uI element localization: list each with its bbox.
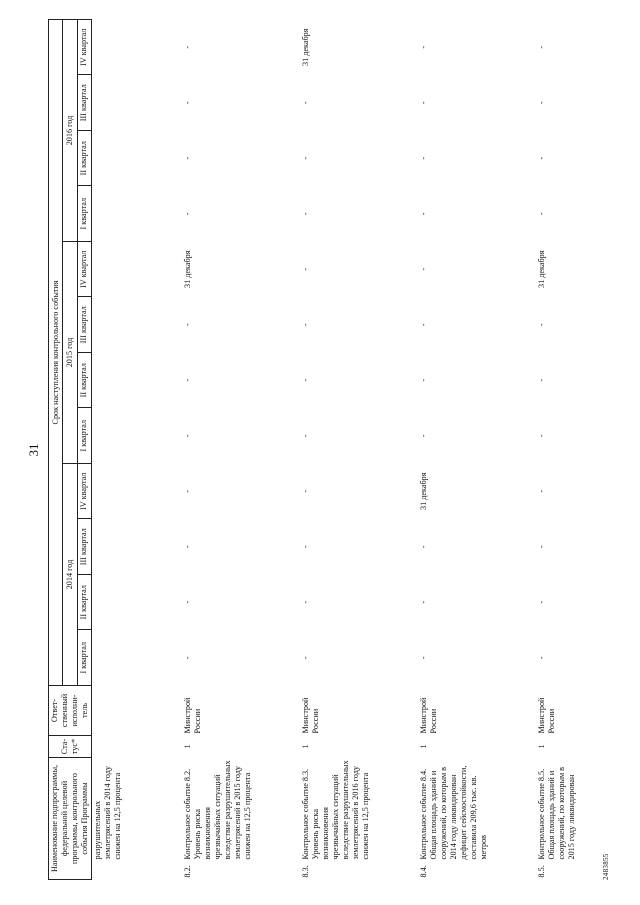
page-number: 31 [26, 443, 41, 457]
schedule-table-area [48, 20, 630, 880]
deadline-cell: - [300, 323, 310, 327]
header-quarter: IV квартал [77, 463, 91, 519]
table-row [536, 19, 630, 879]
row-responsible: Минстрой России [418, 697, 438, 734]
row-number: 8.2. [182, 865, 192, 878]
deadline-cell: - [182, 545, 192, 549]
header-quarter: I квартал [77, 408, 91, 464]
deadline-cell: - [182, 656, 192, 660]
row-number: 8.3. [300, 865, 310, 878]
deadline-cell: - [300, 600, 310, 604]
table-row [92, 19, 182, 879]
header-row-1 [49, 19, 63, 879]
row-name: разрушительных землетрясений в 2014 году снижен на 12,5 процента [93, 766, 122, 860]
row-number [92, 862, 182, 880]
header-quarter: IV квартал [77, 241, 91, 297]
deadline-cell: - [418, 156, 428, 160]
deadline-cell: - [536, 378, 546, 382]
deadline-cell: - [536, 656, 546, 660]
deadline-cell [92, 75, 182, 131]
row-responsible: Минстрой России [536, 697, 556, 734]
deadline-date-cell: 31 декабря [536, 250, 546, 289]
deadline-cell: - [300, 101, 310, 105]
deadline-cell [92, 574, 182, 630]
deadline-date-cell: 31 декабря [300, 28, 310, 67]
deadline-cell: - [536, 323, 546, 327]
row-name: Контрольное событие 8.5. Общая площадь зданий и сооружений, по которым в 2015 году ликвидирован [536, 766, 576, 860]
deadline-cell: - [182, 212, 192, 216]
deadline-cell: - [536, 434, 546, 438]
header-quarter: II квартал [77, 352, 91, 408]
deadline-cell: - [536, 156, 546, 160]
row-responsible: Минстрой России [300, 697, 320, 734]
header-quarter: III квартал [77, 75, 91, 131]
row-number: 8.5. [536, 865, 546, 878]
deadline-cell: - [182, 600, 192, 604]
deadline-cell: - [300, 267, 310, 271]
deadline-cell [92, 408, 182, 464]
header-quarter: IV квартал [77, 19, 91, 75]
deadline-cell: - [536, 545, 546, 549]
deadline-cell: - [418, 434, 428, 438]
row-responsible [92, 685, 182, 735]
table-body [92, 19, 630, 879]
header-quarter: I квартал [77, 186, 91, 242]
deadline-cell: - [418, 600, 428, 604]
deadline-cell: - [300, 656, 310, 660]
deadline-cell [92, 352, 182, 408]
header-name: Наименование подпрограммы, федеральной целевой программы, контрольного события Программы [49, 757, 92, 879]
deadline-cell: - [300, 378, 310, 382]
deadline-cell: - [300, 434, 310, 438]
sheet-code: 2483855 [602, 853, 610, 880]
row-name: Контрольное событие 8.2. Уровень риска возникновения чрезвычайных ситуаций вследствие разрушительных землетрясений в 2015 году снижен на 12,5 процента [182, 760, 252, 860]
header-quarter: III квартал [77, 519, 91, 575]
row-responsible: Минстрой России [182, 697, 202, 734]
header-quarter: III квартал [77, 297, 91, 353]
deadline-date-cell: 31 декабря [418, 472, 428, 511]
deadline-cell [92, 463, 182, 519]
control-events-table [48, 19, 630, 880]
header-status: Ста-тус* [49, 735, 92, 757]
header-responsible: Ответ-ственный исполни-тель [49, 685, 92, 735]
deadline-cell [92, 186, 182, 242]
rotated-page [20, 20, 615, 880]
deadline-cell: - [536, 212, 546, 216]
row-number: 8.4. [418, 865, 428, 878]
header-deadline: Срок наступления контрольного события [49, 19, 63, 685]
deadline-cell: - [418, 45, 428, 49]
row-status: 1 [418, 744, 428, 749]
row-status: 1 [182, 744, 192, 749]
deadline-cell: - [536, 101, 546, 105]
deadline-cell: - [182, 434, 192, 438]
deadline-cell: - [300, 489, 310, 493]
table-row [300, 19, 418, 879]
deadline-cell: - [418, 212, 428, 216]
deadline-cell [92, 519, 182, 575]
deadline-cell: - [182, 378, 192, 382]
table-row [182, 19, 300, 879]
header-year-2016: 2016 год [63, 19, 77, 241]
deadline-cell: - [418, 323, 428, 327]
deadline-cell: - [418, 378, 428, 382]
deadline-cell: - [182, 156, 192, 160]
deadline-cell: - [418, 656, 428, 660]
row-status: 1 [300, 744, 310, 749]
deadline-cell: - [182, 323, 192, 327]
deadline-cell: - [182, 101, 192, 105]
deadline-cell [92, 241, 182, 297]
row-status [92, 735, 182, 757]
deadline-cell [92, 19, 182, 75]
deadline-cell [92, 297, 182, 353]
deadline-cell: - [536, 600, 546, 604]
deadline-cell: - [418, 101, 428, 105]
row-name: Контрольное событие 8.3. Уровень риска возникновения чрезвычайных ситуаций вследствие разрушительных землетрясений в 2016 году снижен на 12,5 процента [300, 760, 370, 860]
deadline-cell: - [300, 156, 310, 160]
deadline-cell: - [300, 212, 310, 216]
row-status: 1 [536, 744, 546, 749]
header-quarter: II квартал [77, 574, 91, 630]
header-year-2015: 2015 год [63, 241, 77, 463]
deadline-cell: - [418, 267, 428, 271]
table-row [418, 19, 536, 879]
deadline-cell [92, 130, 182, 186]
header-year-2014: 2014 год [63, 463, 77, 685]
header-quarter: II квартал [77, 130, 91, 186]
deadline-cell: - [182, 45, 192, 49]
deadline-cell: - [418, 545, 428, 549]
header-quarter: I квартал [77, 630, 91, 686]
deadline-date-cell: 31 декабря [182, 250, 192, 289]
deadline-cell [92, 630, 182, 686]
deadline-cell: - [300, 545, 310, 549]
deadline-cell: - [182, 489, 192, 493]
deadline-cell: - [536, 489, 546, 493]
row-name: Контрольное событие 8.4. Общая площадь зданий и сооружений, по которым в 2014 году ликвидирован дефицит сейсмостойкости, составила 209,6 тыс. кв. метров [418, 765, 488, 860]
deadline-cell: - [536, 45, 546, 49]
